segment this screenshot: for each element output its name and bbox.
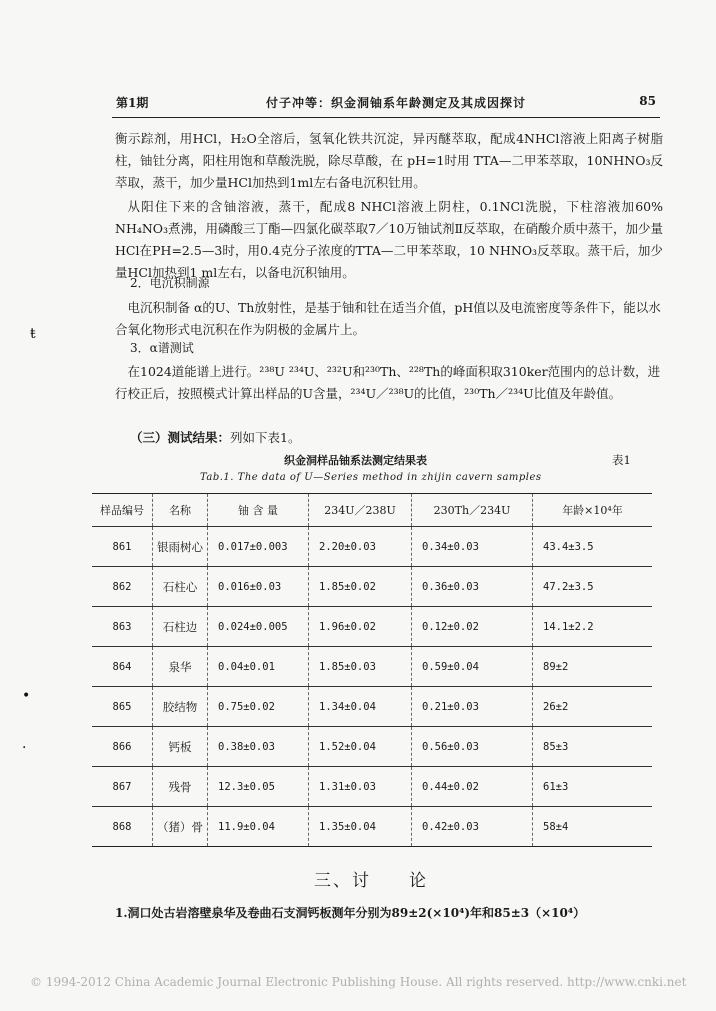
cell-age: 26±2 — [533, 687, 653, 727]
cell-uranium: 0.75±0.02 — [208, 687, 309, 727]
margin-mark: · — [22, 740, 27, 756]
header-uranium: 铀 含 量 — [208, 494, 309, 527]
cell-u-ratio: 1.31±0.03 — [309, 767, 412, 807]
cell-age: 61±3 — [533, 767, 653, 807]
copyright-footer: © 1994-2012 China Academic Journal Electronic Publishing House. All rights reserved. http://www.cnki.net — [30, 975, 687, 989]
cell-id: 865 — [92, 687, 153, 727]
cell-age: 47.2±3.5 — [533, 567, 653, 607]
table-row — [92, 527, 652, 567]
paragraph-1: 衡示踪剂，用HCl，H₂O全溶后，氢氧化铁共沉淀，异丙醚萃取，配成4NHCl溶液上阳离子树脂柱，铀钍分离，阳柱用饱和草酸洗脱，除尽草酸，在 pH=1时用 TTA—二甲苯萃取，10NHNO₃反萃取，蒸干，加少量HCl加热到1ml左右备电沉积钍用。 — [115, 131, 663, 190]
cell-age: 14.1±2.2 — [533, 607, 653, 647]
cell-uranium: 0.017±0.003 — [208, 527, 309, 567]
table-title-zh: 织金洞样品铀系法测定结果表 — [284, 454, 427, 467]
cell-th-ratio: 0.34±0.03 — [412, 527, 533, 567]
conclusion-line: 1.洞口处古岩溶壁泉华及卷曲石支洞钙板测年分别为89±2(×10⁴)年和85±3（×10⁴） — [115, 906, 586, 920]
header-u-ratio: 234U／238U — [309, 494, 412, 527]
cell-id: 861 — [92, 527, 153, 567]
paragraph-3: 电沉积制备 α的U、Th放射性，是基于铀和钍在适当介值，pH值以及电流密度等条件下，能以水合氧化物形式电沉积在作为阴极的金属片上。 — [115, 300, 661, 337]
table-row — [92, 647, 652, 687]
section-heading: 三、讨 论 — [314, 871, 428, 891]
paragraph-2: 从阳住下来的含铀溶液，蒸干，配成8 NHCl溶液上阴柱，0.1NCl洗脱，下柱溶液加60% NH₄NO₃煮沸，用磷酸三丁酯—四氯化碳萃取7／10万铀试剂Ⅱ反萃取，在硝酸介质中蒸干，加少量HCl在PH=2.5—3时，用0.4克分子浓度的TTA—二甲苯萃取，10 NHNO₃反萃取。蒸干后，加少量HCl加热到1 ml左右，以备电沉积铀用。 — [115, 199, 663, 280]
cell-th-ratio: 0.12±0.02 — [412, 607, 533, 647]
cell-th-ratio: 0.59±0.04 — [412, 647, 533, 687]
cell-age: 58±4 — [533, 807, 653, 847]
running-title: 付子冲等：织金洞铀系年龄测定及其成因探讨 — [266, 96, 527, 110]
table-number: 表1 — [612, 453, 631, 467]
issue-label: 第1期 — [116, 96, 149, 110]
cell-uranium: 11.9±0.04 — [208, 807, 309, 847]
results-label: （三）测试结果： — [130, 430, 231, 445]
cell-u-ratio: 1.35±0.04 — [309, 807, 412, 847]
cell-th-ratio: 0.21±0.03 — [412, 687, 533, 727]
results-table — [92, 493, 652, 847]
cell-id: 863 — [92, 607, 153, 647]
cell-age: 89±2 — [533, 647, 653, 687]
table-row — [92, 567, 652, 607]
cell-uranium: 12.3±0.05 — [208, 767, 309, 807]
cell-uranium: 0.024±0.005 — [208, 607, 309, 647]
table-row — [92, 767, 652, 807]
cell-age: 43.4±3.5 — [533, 527, 653, 567]
cell-th-ratio: 0.44±0.02 — [412, 767, 533, 807]
cell-name: 胶结物 — [153, 687, 208, 727]
cell-id: 864 — [92, 647, 153, 687]
cell-name: 残骨 — [153, 767, 208, 807]
cell-u-ratio: 1.96±0.02 — [309, 607, 412, 647]
results-line — [130, 428, 300, 446]
cell-name: 泉华 — [153, 647, 208, 687]
header-th-ratio: 230Th／234U — [412, 494, 533, 527]
cell-u-ratio: 2.20±0.03 — [309, 527, 412, 567]
table-row — [92, 727, 652, 767]
table-header-row — [92, 494, 652, 527]
header-rule — [112, 117, 660, 118]
page-number: 85 — [639, 94, 656, 108]
subheading-alpha-spectrum: 3．α谱测试 — [130, 341, 194, 355]
header-name: 名称 — [153, 494, 208, 527]
cell-u-ratio: 1.52±0.04 — [309, 727, 412, 767]
cell-th-ratio: 0.36±0.03 — [412, 567, 533, 607]
cell-uranium: 0.04±0.01 — [208, 647, 309, 687]
cell-id: 866 — [92, 727, 153, 767]
table-row — [92, 687, 652, 727]
cell-u-ratio: 1.85±0.03 — [309, 647, 412, 687]
cell-id: 867 — [92, 767, 153, 807]
cell-u-ratio: 1.85±0.02 — [309, 567, 412, 607]
cell-uranium: 0.38±0.03 — [208, 727, 309, 767]
header-sample-id: 样品编号 — [92, 494, 153, 527]
cell-name: （猪）骨 — [153, 807, 208, 847]
cell-id: 868 — [92, 807, 153, 847]
margin-mark: • — [22, 688, 31, 704]
table-title-en: Tab.1. The data of U—Series method in zhijin cavern samples — [200, 472, 542, 483]
cell-name: 钙板 — [153, 727, 208, 767]
cell-uranium: 0.016±0.03 — [208, 567, 309, 607]
table-row — [92, 607, 652, 647]
results-text: 列如下表1。 — [230, 430, 301, 445]
cell-id: 862 — [92, 567, 153, 607]
header-age: 年龄×10⁴年 — [533, 494, 653, 527]
cell-age: 85±3 — [533, 727, 653, 767]
table-row — [92, 807, 652, 847]
subheading-electrodeposition: 2．电沉积制源 — [130, 276, 210, 290]
cell-u-ratio: 1.34±0.04 — [309, 687, 412, 727]
paragraph-4: 在1024道能谱上进行。²³⁸U ²³⁴U、²³²U和²³⁰Th、²²⁸Th的峰面积取310ker范围内的总计数，进行校正后，按照模式计算出样品的U含量，²³⁴U／²³⁸U的比值，²³⁰Th／²³⁴U比值及年龄值。 — [115, 364, 661, 401]
cell-name: 石柱边 — [153, 607, 208, 647]
running-header — [116, 94, 656, 114]
cell-th-ratio: 0.42±0.03 — [412, 807, 533, 847]
cell-name: 石柱心 — [153, 567, 208, 607]
cell-th-ratio: 0.56±0.03 — [412, 727, 533, 767]
margin-mark: ŧ — [30, 326, 36, 342]
cell-name: 银雨树心 — [153, 527, 208, 567]
